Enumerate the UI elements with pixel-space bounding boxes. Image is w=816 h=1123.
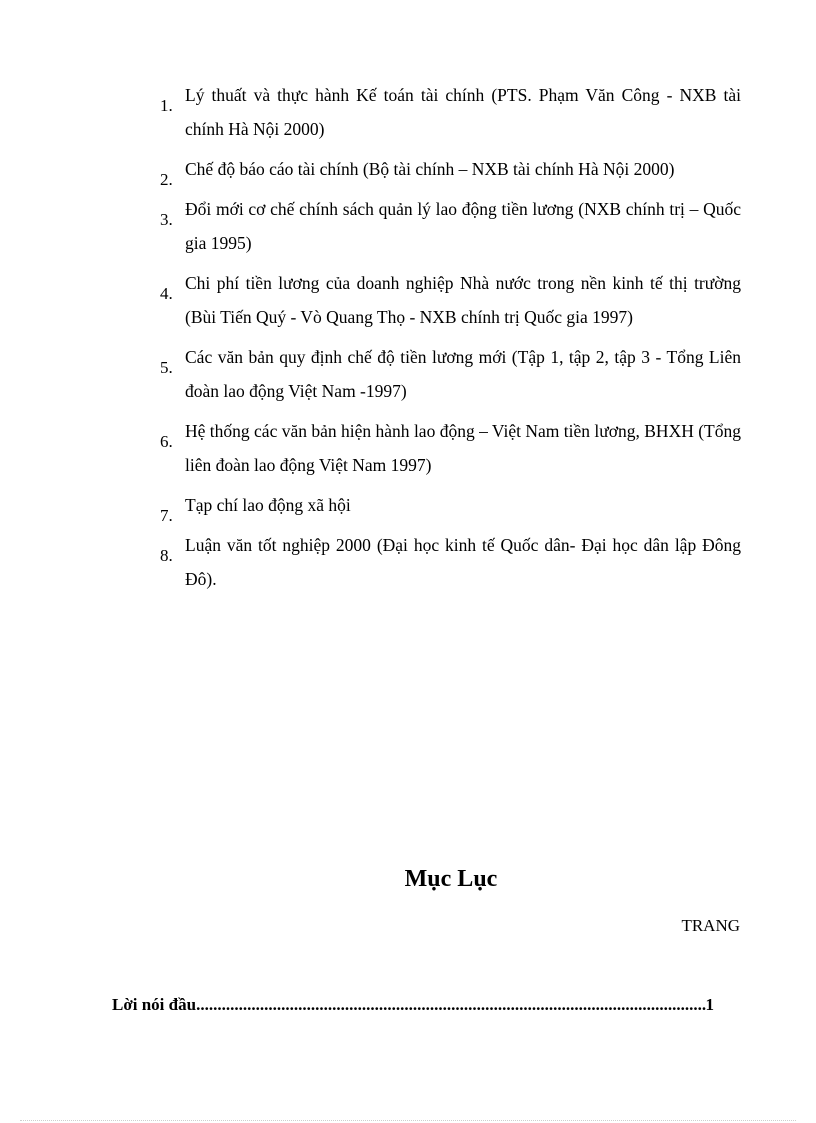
reference-number: 2.	[160, 170, 173, 189]
toc-entry-page: 1	[705, 995, 714, 1014]
reference-item	[0, 528, 816, 596]
reference-text: Đổi mới cơ chế chính sách quản lý lao động tiền lương (NXB chính trị – Quốc gia 1995)	[185, 199, 741, 253]
reference-number: 7.	[160, 506, 173, 525]
reference-number: 8.	[160, 546, 173, 565]
reference-item	[0, 414, 816, 482]
reference-number: 4.	[160, 284, 173, 303]
reference-text: Lý thuất và thực hành Kế toán tài chính (PTS. Phạm Văn Công - NXB tài chính Hà Nội 2000)	[185, 85, 741, 139]
reference-text: Các văn bản quy định chế độ tiền lương mới (Tập 1, tập 2, tập 3 - Tổng Liên đoàn lao động Việt Nam -1997)	[185, 347, 741, 401]
reference-item	[0, 78, 816, 146]
toc-entry-label: Lời nói đầu	[112, 995, 197, 1014]
page-divider	[20, 1120, 796, 1121]
toc-page-header: TRANG	[681, 916, 740, 935]
toc-title: Mục Lục	[404, 866, 498, 892]
reference-item	[0, 152, 816, 189]
toc-entry[interactable]	[112, 995, 714, 1015]
reference-text: Hệ thống các văn bản hiện hành lao động – Việt Nam tiền lương, BHXH (Tổng liên đoàn lao động Việt Nam 1997)	[185, 421, 741, 475]
reference-text: Tạp chí lao động xã hội	[185, 495, 351, 515]
reference-item	[0, 340, 816, 408]
reference-item	[0, 266, 816, 334]
reference-text: Chế độ báo cáo tài chính (Bộ tài chính – NXB tài chính Hà Nội 2000)	[185, 159, 675, 179]
reference-list	[0, 78, 816, 602]
reference-text: Chi phí tiền lương của doanh nghiệp Nhà nước trong nền kinh tế thị trường (Bùi Tiến Quý - Vò Quang Thọ - NXB chính trị Quốc gia 1997)	[185, 273, 741, 327]
reference-number: 5.	[160, 358, 173, 377]
reference-number: 6.	[160, 432, 173, 451]
reference-text: Luận văn tốt nghiệp 2000 (Đại học kinh tế Quốc dân- Đại học dân lập Đông Đô).	[185, 535, 741, 589]
reference-number: 3.	[160, 210, 173, 229]
reference-item	[0, 192, 816, 260]
reference-number: 1.	[160, 96, 173, 115]
toc-leader-dots	[196, 995, 705, 1015]
reference-item	[0, 488, 816, 525]
